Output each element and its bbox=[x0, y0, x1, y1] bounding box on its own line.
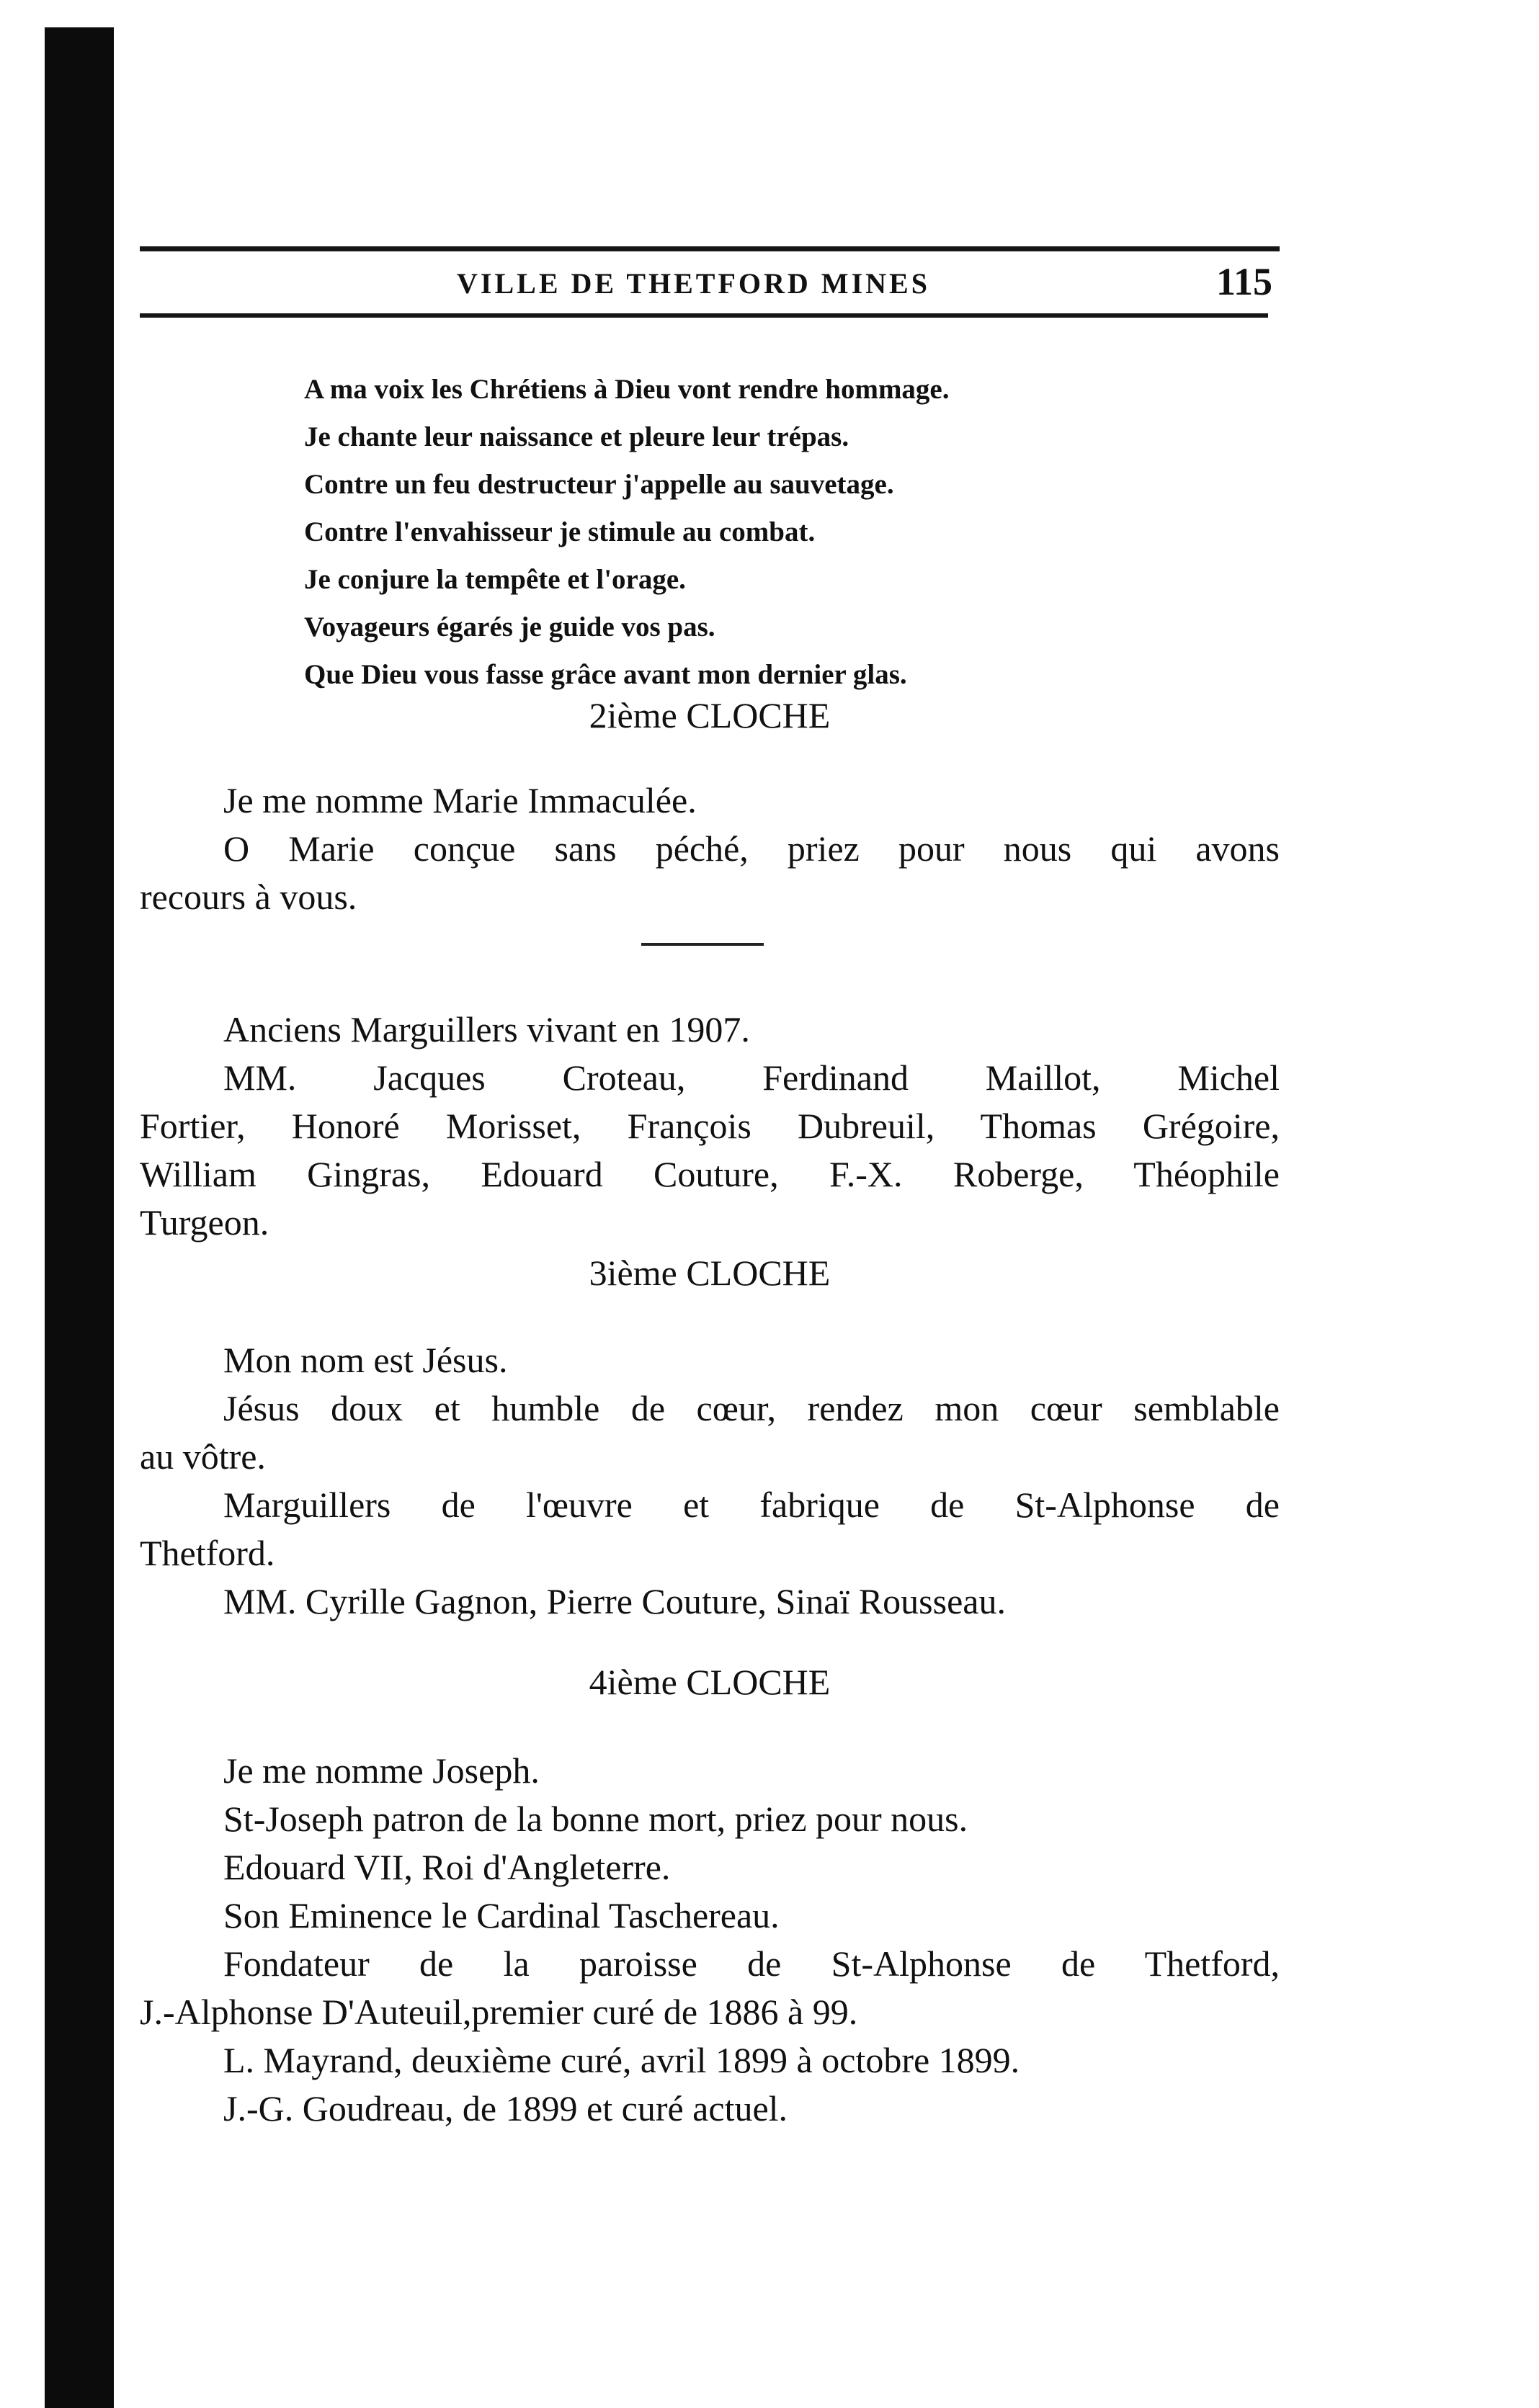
verse-line: Que Dieu vous fasse grâce avant mon dernier glas. bbox=[304, 659, 907, 690]
verse-line: Voyageurs égarés je guide vos pas. bbox=[304, 612, 715, 643]
text-line: William Gingras, Edouard Couture, F.-X. Roberge, Théophile bbox=[140, 1154, 1280, 1194]
cloche-3-text bbox=[140, 1336, 1280, 1626]
text-line: Fondateur de la paroisse de St-Alphonse de Thetford, bbox=[223, 1943, 1280, 1984]
section-divider bbox=[641, 943, 764, 946]
verse-line: A ma voix les Chrétiens à Dieu vont rendre hommage. bbox=[304, 374, 950, 405]
header-rule-top bbox=[140, 246, 1280, 251]
text-line: St-Joseph patron de la bonne mort, priez pour nous. bbox=[223, 1799, 968, 1839]
header-rule-bottom bbox=[140, 313, 1268, 318]
text-line: Mon nom est Jésus. bbox=[223, 1340, 508, 1380]
text-line: MM. Jacques Croteau, Ferdinand Maillot, Michel bbox=[223, 1057, 1280, 1098]
text-line: Anciens Marguillers vivant en 1907. bbox=[223, 1009, 750, 1049]
text-line: Thetford. bbox=[140, 1533, 275, 1573]
verse-line: Contre l'envahisseur je stimule au combat. bbox=[304, 516, 816, 547]
text-line: L. Mayrand, deuxième curé, avril 1899 à octobre 1899. bbox=[223, 2040, 1020, 2080]
heading-cloche-3: 3ième CLOCHE bbox=[589, 1253, 831, 1293]
text-line: recours à vous. bbox=[140, 877, 357, 917]
text-line: J.-Alphonse D'Auteuil,premier curé de 1886 à 99. bbox=[140, 1992, 858, 2032]
running-title: VILLE DE THETFORD MINES bbox=[457, 267, 930, 300]
heading-cloche-4: 4ième CLOCHE bbox=[589, 1662, 831, 1702]
text-line: J.-G. Goudreau, de 1899 et curé actuel. bbox=[223, 2088, 788, 2129]
cloche-4-text bbox=[140, 1747, 1280, 2133]
text-line: Edouard VII, Roi d'Angleterre. bbox=[223, 1847, 671, 1887]
text-line: Fortier, Honoré Morisset, François Dubreuil, Thomas Grégoire, bbox=[140, 1106, 1280, 1146]
verse-line: Contre un feu destructeur j'appelle au sauvetage. bbox=[304, 469, 894, 500]
text-line: Marguillers de l'œuvre et fabrique de St-Alphonse de bbox=[223, 1485, 1280, 1525]
marguillers-text bbox=[140, 1006, 1280, 1247]
text-line: Je me nomme Joseph. bbox=[223, 1750, 540, 1791]
text-line: Turgeon. bbox=[140, 1202, 269, 1243]
text-line: Jésus doux et humble de cœur, rendez mon cœur semblable bbox=[223, 1388, 1280, 1428]
verse-line: Je chante leur naissance et pleure leur trépas. bbox=[304, 421, 849, 452]
page-number: 115 bbox=[1215, 260, 1272, 303]
text-line: Son Eminence le Cardinal Taschereau. bbox=[223, 1895, 780, 1935]
bell-verse bbox=[304, 366, 1241, 699]
text-line: O Marie conçue sans péché, priez pour nous qui avons bbox=[223, 828, 1280, 869]
scan-binding-edge bbox=[0, 0, 114, 2408]
text-line: au vôtre. bbox=[140, 1436, 266, 1477]
text-line: Je me nomme Marie Immaculée. bbox=[223, 780, 697, 820]
cloche-2-text bbox=[140, 776, 1280, 921]
verse-line: Je conjure la tempête et l'orage. bbox=[304, 564, 686, 595]
running-header bbox=[140, 259, 1280, 310]
heading-cloche-2: 2ième CLOCHE bbox=[589, 695, 831, 735]
text-line: MM. Cyrille Gagnon, Pierre Couture, Sinaï Rousseau. bbox=[223, 1581, 1006, 1621]
binding-shadow bbox=[45, 27, 114, 2408]
